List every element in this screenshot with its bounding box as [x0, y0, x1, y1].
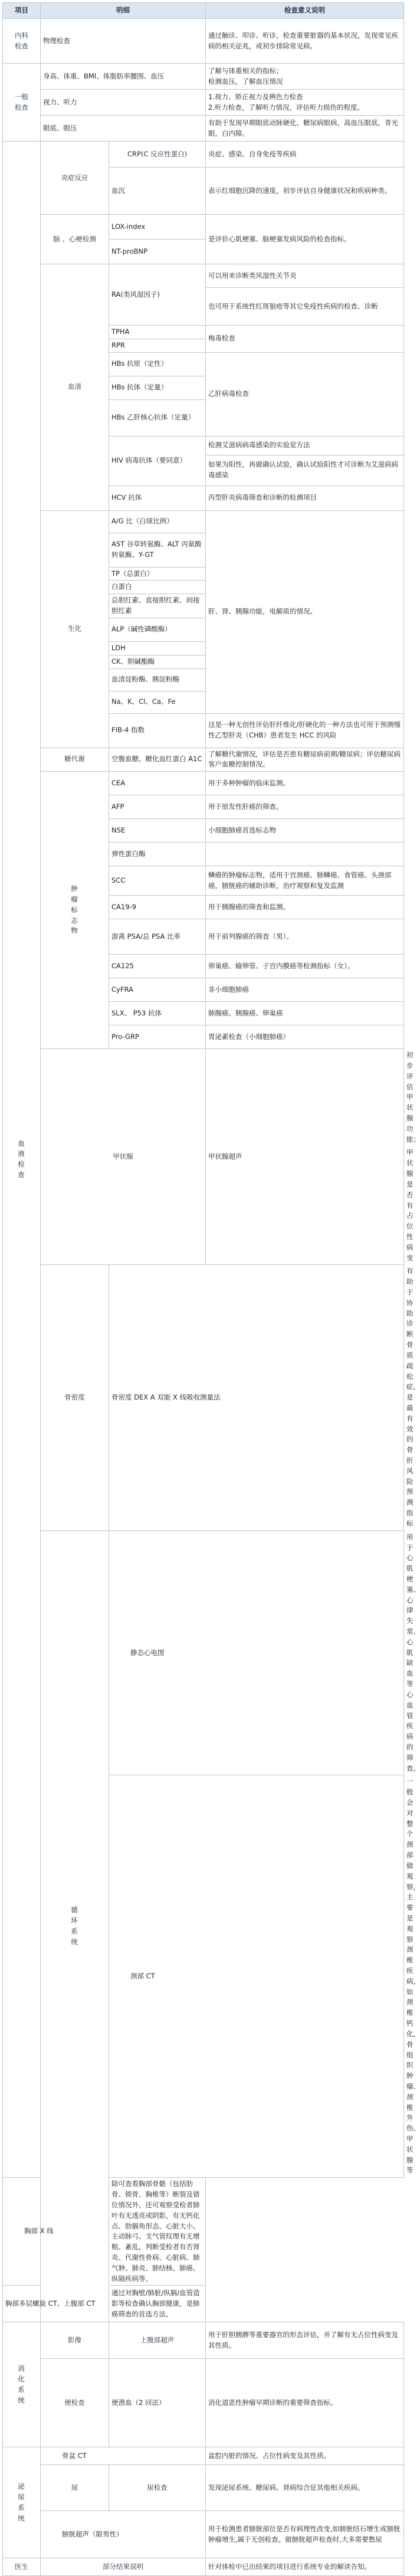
meaning-glucose: 了解糖代谢情况，评估是否患有糖尿病前期/糖尿病；评估糖尿病客户血糖控制情况。 — [206, 748, 404, 772]
meaning-cyfra: 非小细胞肺癌 — [206, 978, 404, 1002]
detail-fib4: FIB-4 指数 — [109, 713, 206, 748]
detail-slx-p53: SLX、 P53 抗体 — [109, 1002, 206, 1025]
meaning-fundus-pressure: 有助于发现早期眼底动脉硬化、糖尿病眼病，高血压眼底，青光眼，白内障。 — [206, 116, 404, 142]
category-general: 一般 检查 — [3, 64, 41, 142]
detail-tp: TP（总蛋白） — [109, 567, 206, 581]
detail-dexa: 骨密度 DEX A 双能 X 线吸收测量法 — [109, 1265, 404, 1530]
detail-hbsag: HBs 抗原（定性） — [109, 352, 206, 376]
table-row — [3, 510, 404, 533]
detail-albumin: 白蛋白 — [109, 581, 206, 594]
table-row: 颈部 CT 一般会对整个颈部做观察，主要是观察颈椎疾病，如颈椎钙化，骨组织肿瘤、颈椎外伤、甲状腺等 — [3, 1775, 404, 2178]
detail-ldh: LDH — [109, 641, 206, 655]
table-row — [3, 2286, 404, 2322]
detail-ag-ratio: A/G 比（白球比例） — [109, 510, 206, 533]
table-row — [3, 2511, 404, 2558]
category-bone-density: 骨密度 — [41, 1265, 109, 1530]
detail-ra: RA(类风湿因子) — [109, 264, 206, 326]
detail-bladder-ultrasound: 膀胱超声（限男性） — [41, 2511, 206, 2558]
header-detail: 明细 — [41, 3, 206, 19]
detail-rpr: RPR — [109, 339, 206, 352]
detail-results-explanation: 部分结果说明 — [41, 2558, 206, 2576]
detail-scc: SCC — [109, 866, 206, 896]
meaning-pro-grp: 胃泌素检查（小细胞肺癌） — [206, 1025, 404, 1049]
meaning-afp: 用于原发性肝癌的筛查。 — [206, 795, 404, 819]
meaning-abdominal-ultrasound: 用于肝胆胰脾等重要器官的形态评估，并了解有无占位性病变及其性质。 — [206, 2322, 404, 2359]
category-digestive: 消 化 系 统 — [3, 2322, 41, 2447]
meaning-chest-xray: 除可查看胸部骨骼（包括肋骨、锁骨、胸椎等）断裂及错位情况外，还可观察受检者肺叶有无透亮或阴影，有无钙化点、肋膈角形态、心脏大小、主动脉弓、支气管纹理有无增粗、紊乱，判断受检者有否肾炎、代谢性骨病、心脏病、肺气肿、肺炎、肺结核、肺癌、纵隔疾病等。 — [109, 2178, 206, 2286]
header-item: 项目 — [3, 3, 41, 19]
meaning-hcv: 丙型肝炎病毒筛查和诊断的检测项目 — [206, 486, 404, 510]
meaning-physical-exam: 通过触诊、叩诊、听诊，检查重要脏器的基本状况，发现常见疾病的相关征兆，或初步排除常见病。 — [206, 19, 404, 64]
detail-ck: CK、胆碱酯酶 — [109, 655, 206, 668]
table-row — [3, 2465, 404, 2511]
table-row — [3, 2558, 404, 2576]
detail-glucose: 空腹血糖、糖化血红蛋白 A1C — [109, 748, 206, 772]
detail-vision-hearing: 视力、听力 — [41, 90, 206, 116]
meaning-crp: 炎症、感染、自身免疫等疾病 — [206, 142, 404, 168]
meaning-pelvic-ct: 盆腔内脏的情况、占位性病变及其性质。 — [206, 2447, 404, 2465]
detail-hbsab: HBs 抗体（定量） — [109, 376, 206, 399]
table-row — [3, 19, 404, 64]
table-row — [3, 2178, 404, 2286]
detail-hcv: HCV 抗体 — [109, 486, 206, 510]
detail-physical-exam: 物理检查 — [41, 19, 206, 64]
detail-chest-ct: 胸部多层螺旋 CT、上腹部 CT — [3, 2286, 109, 2322]
table-row: 甲状腺 甲状腺超声 初步评估甲状腺功能； — [3, 1049, 404, 1146]
meaning-vision-hearing: 1.视力、矫正视力及辨色力检查 2.听力检查，了解听力情况，评估听力损伤的程度。 — [206, 90, 404, 116]
meaning-ra-1: 可以用来诊断类风湿性关节炎 — [206, 264, 404, 288]
detail-afp: AFP — [109, 795, 206, 819]
category-circulation: 循 环 系 统 — [41, 1530, 109, 2322]
meaning-urine-test: 发现泌尿系统、糖尿病、肾病综合征其他相关疾病。 — [206, 2465, 404, 2511]
detail-nse: NSE — [109, 819, 206, 843]
meaning-cea: 用于多种肿瘤的临床监测。 — [206, 772, 404, 795]
meaning-results-explanation: 针对体检中已出结果的项目进行系统专业的解读告知。 — [206, 2558, 404, 2576]
group-glucose: 糖代谢 — [41, 748, 109, 772]
category-doctor: 医生 — [3, 2558, 41, 2576]
detail-crp: CRP(C 反应性蛋白) — [109, 142, 206, 168]
checkup-items-table — [2, 2, 420, 2576]
table-row: 骨密度 骨密度 DEX A 双能 X 线吸收测量法 有助于协助诊断骨质疏松症，是最有效的骨折风险预测指标 — [3, 1265, 404, 1530]
meaning-chest-ct: 通过对胸壁/肺脏/纵膈/血管造影等检查确认胸部健康，是肺癌筛查的首选方法。 — [109, 2286, 206, 2322]
meaning-fib4: 这是一种无创性评估肝纤维化/肝硬化的一种方法也可用于预测慢性乙型肝炎（CHB）患者发生 HCC 的风险 — [206, 713, 404, 748]
meaning-scc: 鳞癌的肿瘤标志物，适用于宫颈癌、肺鳞癌、食管癌、头颈部癌，膀胱癌的辅助诊断，治疗观察和复发监测 — [206, 866, 404, 896]
detail-ast-alt: AST 谷草转氨酶、ALT 丙氨酸转氨酶、Y-GT — [109, 533, 206, 567]
group-imaging: 影像 — [41, 2322, 109, 2359]
meaning-esr: 表示红细胞沉降的速度，初步评估自身健康状况和疾病种类。 — [206, 168, 404, 215]
category-physical: 内科 检查 — [3, 19, 41, 64]
table-row — [3, 772, 404, 795]
detail-urine-test: 尿检查 — [109, 2465, 206, 2511]
meaning-elastase — [206, 843, 404, 866]
detail-cyfra: CyFRA — [109, 978, 206, 1002]
group-tumor-markers: 肿 瘤 标 志 物 — [41, 772, 109, 1049]
detail-bilirubin: 总胆红素、直接胆红素、间接胆红素 — [109, 594, 206, 618]
meaning-body-metrics: 了解与体重相关的指标； 检测血压，了解血压情况 — [206, 64, 404, 90]
table-row — [3, 2447, 404, 2465]
group-stool: 便检查 — [41, 2359, 109, 2447]
checkup-table-page — [2, 2, 420, 2576]
meaning-bladder-ultrasound: 用于检测患者膀胱部位是否有病理性改变,如膀胱结石增生或膀胱肿瘤增生,属于无创检查。做膀胱超声检查时,大多需要憋尿 — [206, 2511, 404, 2558]
meaning-syphilis: 梅毒检查 — [206, 326, 404, 353]
category-urinary: 泌 尿 系 统 — [3, 2447, 41, 2558]
detail-neck-ct: 颈部 CT — [109, 1775, 404, 2178]
detail-psa: 游离 PSA/总 PSA 比率 — [109, 919, 206, 955]
detail-abdominal-ultrasound: 上腹部超声 — [109, 2322, 206, 2359]
detail-alp: ALP（碱性磷酸酶） — [109, 618, 206, 641]
detail-body-metrics: 身高、体重、BMI、体脂肪率腰围、血压 — [41, 64, 206, 90]
meaning-nse: 小细胞肺癌首选标志物 — [206, 819, 404, 843]
table-row — [3, 264, 404, 288]
table-row — [3, 116, 404, 142]
header-meaning: 检查意义说明 — [206, 3, 404, 19]
meaning-ra-2: 也可用于系统性红斑狼疮等其它免疫性疾病的检查、诊断 — [206, 288, 404, 326]
category-blood: 血 液 检 查 — [3, 142, 41, 2178]
meaning-slx-p53: 肺腺癌、胰腺癌、卵巢癌 — [206, 1002, 404, 1025]
group-biochem: 生化 — [41, 510, 109, 748]
meaning-biochem: 肝、肾、胰腺功能，电解质的情况。 — [206, 510, 404, 713]
table-header-row — [3, 3, 404, 19]
meaning-ca199: 用于胰腺癌的筛查和监测。 — [206, 896, 404, 919]
detail-chest-xray: 胸部 X 线 — [3, 2178, 109, 2286]
meaning-psa: 用于前列腺癌的筛查（男）。 — [206, 919, 404, 955]
table-row — [3, 142, 404, 168]
table-row — [3, 2359, 404, 2447]
group-brain-heart: 脑 、心梗检测 — [41, 215, 109, 264]
table-row — [3, 90, 404, 116]
detail-pro-grp: Pro-GRP — [109, 1025, 206, 1049]
meaning-hbv: 乙肝病毒检查 — [206, 352, 404, 436]
detail-lox-index: LOX-index — [109, 215, 206, 240]
detail-electrolytes: Na、K、Cl、Ca、Fe — [109, 691, 206, 713]
detail-cea: CEA — [109, 772, 206, 795]
group-urine: 尿 — [41, 2465, 109, 2511]
detail-elastase: 弹性蛋白酶 — [109, 843, 206, 866]
detail-fecal-occult-blood: 便潜血（2 回法） — [109, 2359, 206, 2447]
table-row — [3, 215, 404, 240]
meaning-hiv-2: 如果为阳性，再做确认试验，确认试验阳性才可诊断为艾滋病病毒感染 — [206, 455, 404, 486]
table-row: 循 环 系 统 静态心电图 用于心肌梗塞、心律失常、心肌缺血等心血管疾病的筛查。 — [3, 1530, 404, 1775]
detail-ca125: CA125 — [109, 955, 206, 978]
meaning-brain-heart: 是评价心肌梗塞、脑梗塞发病风险的检查指标。 — [206, 215, 404, 264]
meaning-hiv-1: 检测艾滋病病毒感染的实验室方法 — [206, 436, 404, 455]
table-row — [3, 2322, 404, 2359]
table-row: 甲状腺是否有占位性病变 — [406, 1148, 414, 1262]
group-thyroid: 甲状腺 — [41, 1049, 206, 1265]
detail-pelvic-ct: 骨盆 CT — [41, 2447, 206, 2465]
detail-thyroid-ultrasound: 甲状腺超声 — [206, 1049, 404, 1265]
group-serum: 血清 — [41, 264, 109, 511]
detail-ca199: CA19-9 — [109, 896, 206, 919]
group-inflammation: 炎症反应 — [41, 142, 109, 215]
table-row — [3, 64, 404, 90]
detail-amylase: 血清淀粉酶、胰淀粉酶 — [109, 668, 206, 691]
detail-fundus-pressure: 眼底、眼压 — [41, 116, 206, 142]
detail-nt-probnp: NT-proBNP — [109, 240, 206, 264]
detail-hbcab: HBs 乙肝核心抗体（定量） — [109, 399, 206, 436]
detail-tpha: TPHA — [109, 326, 206, 339]
detail-esr: 血沉 — [109, 168, 206, 215]
meaning-fecal-occult-blood: 消化道恶性肿瘤早期诊断的重要筛查指标。 — [206, 2359, 404, 2447]
table-row — [3, 748, 404, 772]
meaning-ca125: 卵巢癌、输卵管、子宫内膜癌等检测指标（女）。 — [206, 955, 404, 978]
detail-ecg: 静态心电图 — [109, 1530, 404, 1775]
detail-hiv: HIV 病毒抗体（要同意） — [109, 436, 206, 486]
